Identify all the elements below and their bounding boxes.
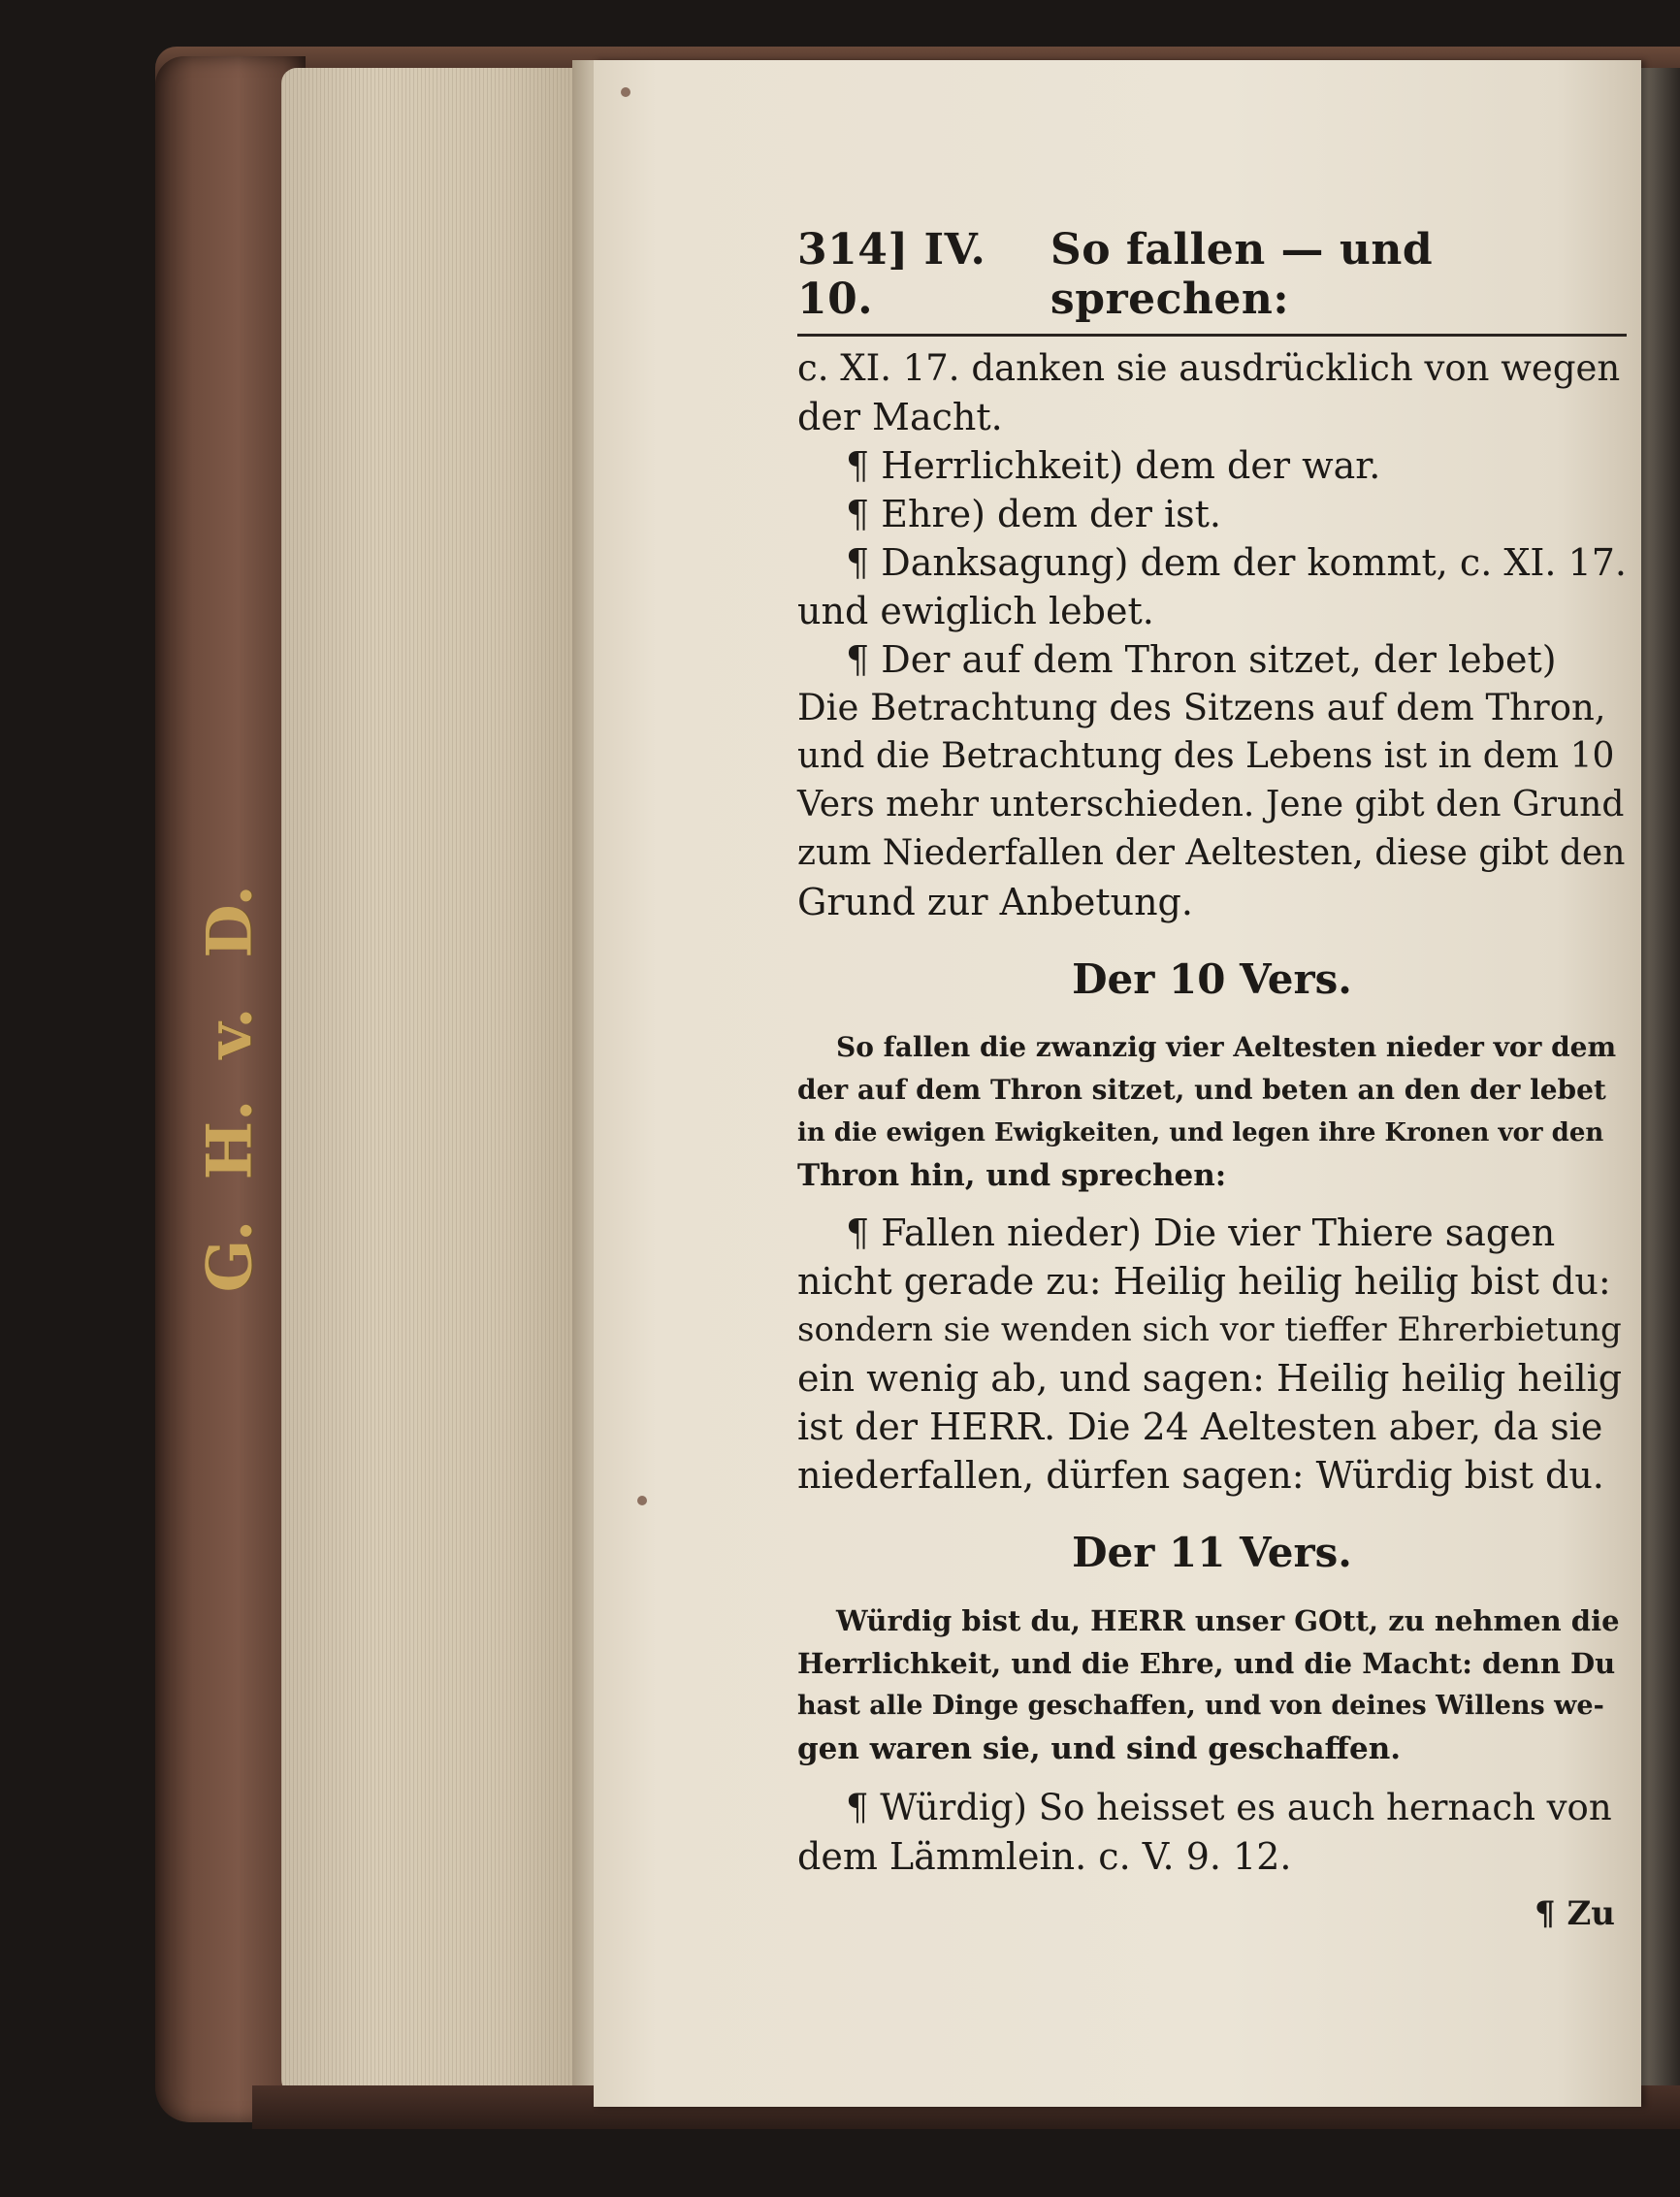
text-line: ¶ Danksagung) dem der kommt, c. XI. 17. (846, 541, 1628, 584)
text-line: Die Betrachtung des Sitzens auf dem Thron, (797, 687, 1606, 728)
text-line: der Macht. (797, 396, 1003, 438)
spine-letter-1: D. (193, 885, 267, 958)
text-line: zum Niederfallen der Aeltesten, diese gibt den (797, 833, 1626, 873)
verse-11-text (797, 1599, 1627, 1770)
text-line: niederfallen, dürfen sagen: Würdig bist du. (797, 1454, 1604, 1497)
verse-line: in die ewigen Ewigkeiten, und legen ihre Kronen vor den (797, 1118, 1604, 1147)
text-line: ¶ Der auf dem Thron sitzet, der lebet) (846, 638, 1557, 681)
page-text (797, 225, 1627, 1933)
verse-line: Herrlichkeit, und die Ehre, und die Macht: denn Du (797, 1647, 1616, 1680)
verse-line: Würdig bist du, HERR unser GOtt, zu nehmen die (836, 1604, 1620, 1637)
text-line: c. XI. 17. danken sie ausdrücklich von wegen (797, 347, 1621, 389)
commentary-11 (797, 1784, 1627, 1881)
running-header (797, 225, 1627, 337)
text-line: ¶ Würdig) So heisset es auch hernach von (846, 1787, 1612, 1828)
text-line: dem Lämmlein. c. V. 9. 12. (797, 1835, 1292, 1878)
text-line: ¶ Fallen nieder) Die vier Thiere sagen (846, 1212, 1556, 1254)
book-page (594, 60, 1641, 2107)
paragraph-block-1 (797, 344, 1627, 441)
text-line: Vers mehr unterschieden. Jene gibt den Grund (797, 785, 1625, 824)
text-line: und die Betrachtung des Lebens ist in dem 10 (797, 736, 1615, 776)
commentary-10 (797, 1209, 1627, 1500)
verse-heading-11: Der 11 Vers. (1072, 1529, 1352, 1576)
paragraph-block-2 (797, 441, 1627, 926)
header-page-ref: 314] IV. 10. (797, 225, 986, 324)
spine-letter-4: G. (193, 1219, 267, 1293)
verse-line: So fallen die zwanzig vier Aeltesten nieder vor dem (836, 1031, 1617, 1063)
text-line: Grund zur Anbetung. (797, 881, 1193, 923)
spine-letter-2: v. (193, 1007, 267, 1059)
verse-heading-10: Der 10 Vers. (1072, 955, 1352, 1003)
text-line: sondern sie wenden sich vor tieffer Ehrerbietung (797, 1310, 1622, 1349)
text-line: ¶ Herrlichkeit) dem der war. (846, 444, 1381, 487)
text-line: ¶ Ehre) dem der ist. (846, 493, 1222, 535)
facing-page-edge (1641, 68, 1680, 2085)
catchword: ¶ Zu (1534, 1894, 1615, 1933)
verse-line: gen waren sie, und sind geschaffen. (797, 1731, 1402, 1766)
page-speck (637, 1496, 647, 1505)
verse-line: der auf dem Thron sitzet, und beten an den der lebet (797, 1074, 1606, 1106)
text-line: ein wenig ab, und sagen: Heilig heilig heilig (797, 1357, 1623, 1400)
verse-line: hast alle Dinge geschaffen, und von deines Willens we- (797, 1691, 1604, 1721)
header-title: So fallen — und sprechen: (1050, 225, 1434, 324)
verse-10-text (797, 1026, 1627, 1197)
page-speck (621, 87, 630, 97)
text-line: nicht gerade zu: Heilig heilig heilig bist du: (797, 1260, 1611, 1303)
text-line: und ewiglich lebet. (797, 590, 1154, 632)
text-line: ist der HERR. Die 24 Aeltesten aber, da sie (797, 1405, 1603, 1448)
page-block-edges (281, 68, 597, 2095)
spine-letter-3: H. (193, 1099, 267, 1180)
verse-line: Thron hin, und sprechen: (797, 1158, 1227, 1193)
